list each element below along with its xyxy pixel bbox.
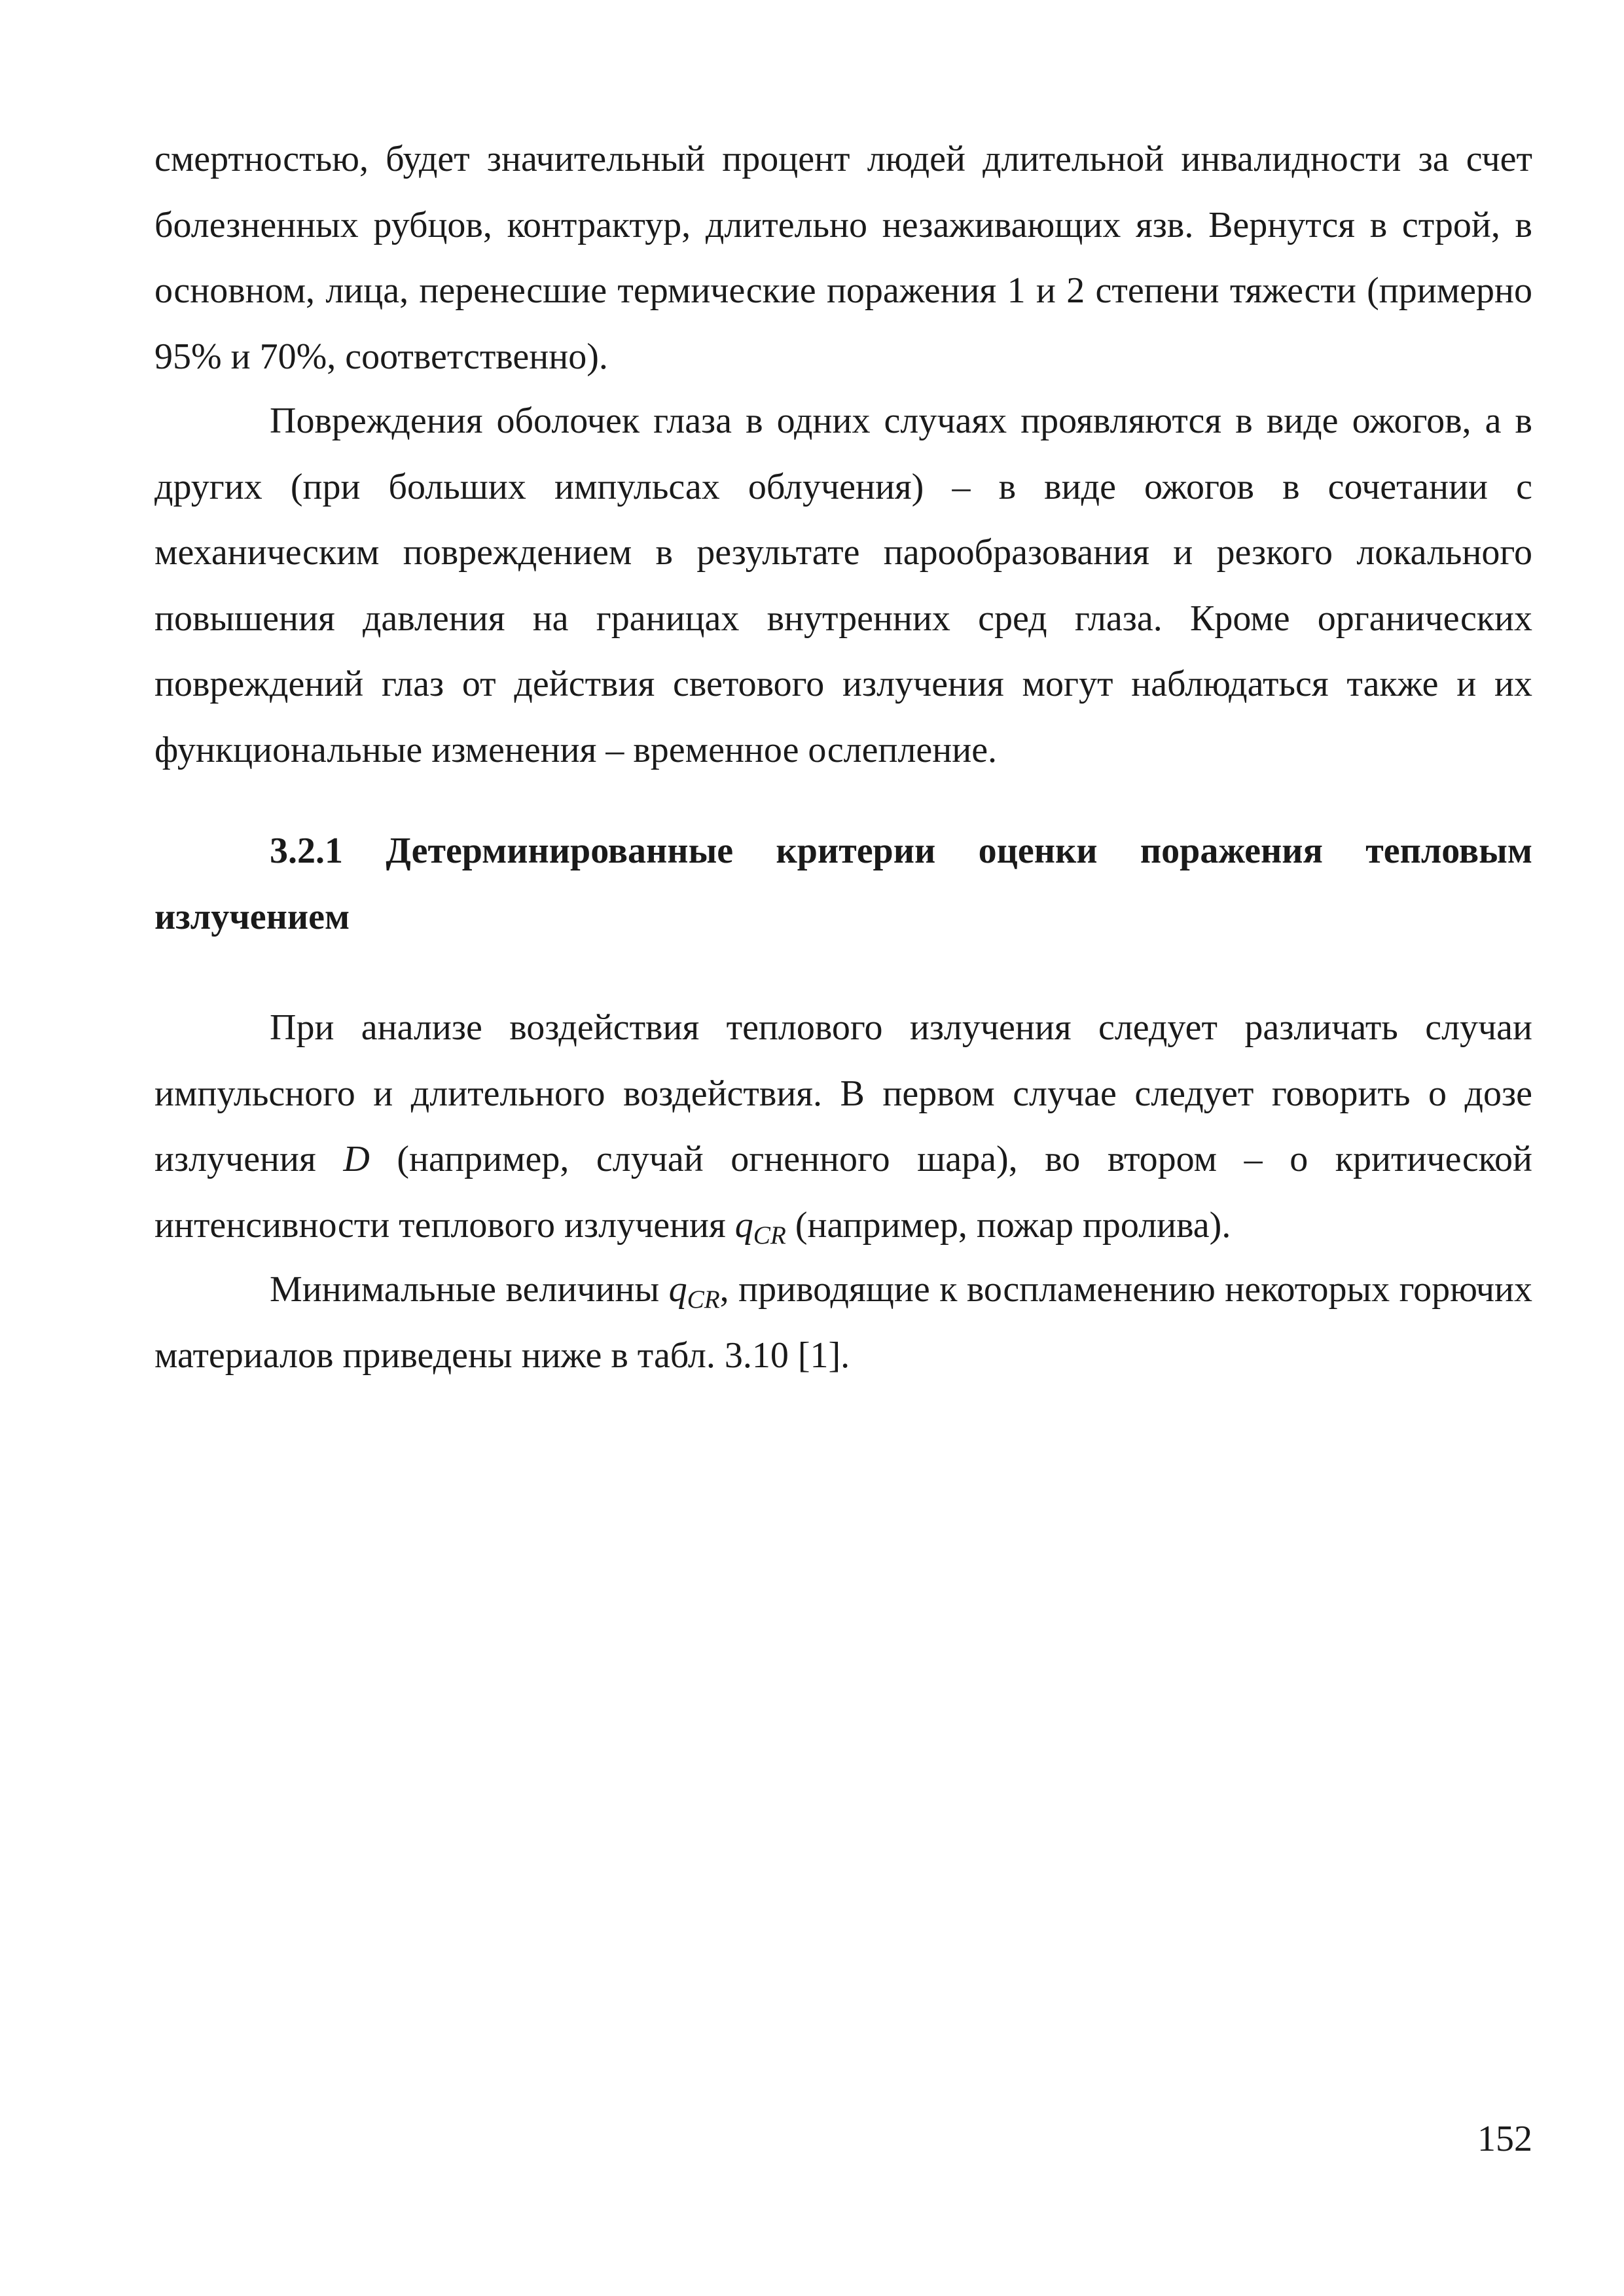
page-number: 152 xyxy=(1477,2119,1532,2159)
symbol-q-cr xyxy=(668,1269,720,1314)
symbol-q-cr xyxy=(734,1204,786,1249)
symbol-q-subscript: CR xyxy=(687,1285,720,1314)
paragraph-minimal-values xyxy=(154,1257,1532,1388)
paragraph-thermal-radiation-analysis xyxy=(154,995,1532,1258)
paragraph-4-text-2: , приводящие к воспламенению некоторых горючих материалов приведены ниже в табл. 3.10 [1]. xyxy=(154,1269,1532,1376)
symbol-dose-d: D xyxy=(343,1139,370,1179)
paragraph-eye-damage: Повреждения оболочек глаза в одних случаях проявляются в виде ожогов, а в других (при больших импульсах облучения) – в виде ожогов в сочетании с механическим повреждением в результате парообразования и резкого локального повышения давления на границах внутренних сред глаза. Кроме органических повреждений глаз от действия светового излучения могут наблюдаться также и их функциональные изменения – временное ослепление. xyxy=(154,401,1532,770)
paragraph-3-text-2: (например, случай огненного шара), во втором – о критической интенсивности теплового излучения xyxy=(154,1139,1533,1246)
symbol-q-subscript: CR xyxy=(753,1221,786,1249)
symbol-q-base: q xyxy=(734,1204,753,1246)
section-heading: 3.2.1 Детерминированные критерии оценки поражения тепловым излучением xyxy=(154,831,1532,937)
paragraph-3-text-1: При анализе воздействия теплового излучения следует различать случаи импульсного и длительного воздействия. В первом случае следует говорить о дозе излучения xyxy=(154,1007,1532,1179)
paragraph-4-text-1: Минимальные величины xyxy=(270,1269,669,1310)
paragraph-mortality-disability: смертностью, будет значительный процент людей длительной инвалидности за счет болезненных рубцов, контрактур, длительно незаживающих язв. Вернутся в строй, в основном, лица, перенесшие термические поражения 1 и 2 степени тяжести (примерно 95% и 70%, соответственно). xyxy=(154,139,1532,377)
paragraph-3-text-3: (например, пожар пролива). xyxy=(785,1204,1231,1246)
symbol-q-base: q xyxy=(668,1269,687,1310)
